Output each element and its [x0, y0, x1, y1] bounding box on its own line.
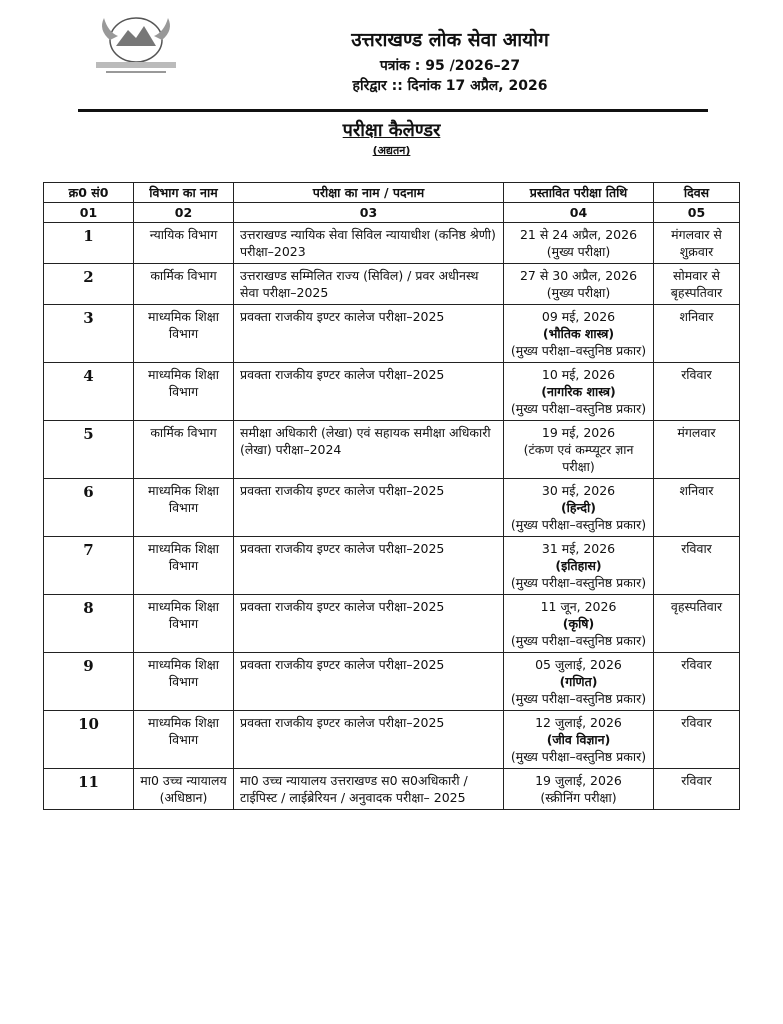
exam-name-cell: प्रवक्ता राजकीय इण्टर कालेज परीक्षा–2025 [234, 711, 504, 769]
department-cell: माध्यमिक शिक्षा विभाग [134, 537, 234, 595]
exam-type-note: (टंकण एवं कम्प्यूटर ज्ञान परीक्षा) [523, 442, 634, 474]
exam-date: 27 से 30 अप्रैल, 2026 [519, 268, 638, 283]
exam-name-cell: प्रवक्ता राजकीय इण्टर कालेज परीक्षा–2025 [234, 537, 504, 595]
table-row [44, 421, 740, 479]
exam-date: 12 जुलाई, 2026 [535, 715, 622, 730]
serial-number: 1 [44, 223, 134, 264]
department-cell: माध्यमिक शिक्षा विभाग [134, 711, 234, 769]
day-cell: रविवार [654, 711, 740, 769]
exam-name-cell: मा0 उच्च न्यायालय उत्तराखण्ड स0 स0अधिकारी / टाईपिस्ट / लाईब्रेरियन / अनुवादक परीक्षा– 2025 [234, 769, 504, 810]
col-number: 05 [654, 203, 740, 223]
table-header-row [44, 183, 740, 203]
exam-date-cell [504, 305, 654, 363]
table-row [44, 264, 740, 305]
col-header-date: प्रस्तावित परीक्षा तिथि [504, 183, 654, 203]
serial-number: 2 [44, 264, 134, 305]
serial-number: 5 [44, 421, 134, 479]
exam-date: 31 मई, 2026 [541, 541, 616, 556]
col-number: 04 [504, 203, 654, 223]
exam-date-cell [504, 421, 654, 479]
col-number: 03 [234, 203, 504, 223]
exam-calendar-table [43, 182, 740, 810]
exam-date-cell [504, 595, 654, 653]
exam-subject: (हिन्दी) [560, 500, 597, 515]
exam-subject: (नागरिक शास्त्र) [541, 384, 616, 399]
exam-date-cell [504, 363, 654, 421]
exam-subject: (कृषि) [562, 616, 595, 631]
col-header-day: दिवस [654, 183, 740, 203]
col-header-serial: क्र0 सं0 [44, 183, 134, 203]
department-cell: माध्यमिक शिक्षा विभाग [134, 653, 234, 711]
table-row [44, 305, 740, 363]
col-header-exam: परीक्षा का नाम / पदनाम [234, 183, 504, 203]
department-cell: कार्मिक विभाग [134, 421, 234, 479]
exam-date: 10 मई, 2026 [541, 367, 616, 382]
column-number-row [44, 203, 740, 223]
day-cell: शनिवार [654, 305, 740, 363]
exam-date: 30 मई, 2026 [541, 483, 616, 498]
exam-date: 09 मई, 2026 [541, 309, 616, 324]
serial-number: 11 [44, 769, 134, 810]
day-cell: शनिवार [654, 479, 740, 537]
table-row [44, 223, 740, 264]
serial-number: 9 [44, 653, 134, 711]
day-cell: मंगलवार [654, 421, 740, 479]
department-cell: माध्यमिक शिक्षा विभाग [134, 595, 234, 653]
table-row [44, 769, 740, 810]
table-row [44, 479, 740, 537]
table-row [44, 595, 740, 653]
day-cell: रविवार [654, 363, 740, 421]
commission-emblem-icon [86, 10, 186, 78]
table-row [44, 711, 740, 769]
serial-number: 7 [44, 537, 134, 595]
day-cell: वृहस्पतिवार [654, 595, 740, 653]
exam-type-note: (मुख्य परीक्षा–वस्तुनिष्ठ प्रकार) [510, 401, 647, 416]
organization-name: उत्तराखण्ड लोक सेवा आयोग [351, 29, 549, 51]
header-divider [78, 109, 708, 112]
exam-subject: (जीव विज्ञान) [546, 732, 611, 747]
exam-date-cell [504, 711, 654, 769]
exam-date-cell [504, 479, 654, 537]
exam-type-note: (मुख्य परीक्षा–वस्तुनिष्ठ प्रकार) [510, 749, 647, 764]
exam-date: 19 जुलाई, 2026 [535, 773, 622, 788]
reference-number: पत्रांक : 95 /2026–27 [379, 58, 521, 74]
exam-date-cell [504, 223, 654, 264]
exam-type-note: (मुख्य परीक्षा–वस्तुनिष्ठ प्रकार) [510, 343, 647, 358]
exam-date: 21 से 24 अप्रैल, 2026 [519, 227, 638, 242]
letterhead [0, 0, 783, 112]
exam-date: 19 मई, 2026 [541, 425, 616, 440]
day-cell: रविवार [654, 653, 740, 711]
exam-subject: (गणित) [559, 674, 598, 689]
department-cell: माध्यमिक शिक्षा विभाग [134, 363, 234, 421]
exam-date-cell [504, 653, 654, 711]
exam-date-cell [504, 769, 654, 810]
department-cell: माध्यमिक शिक्षा विभाग [134, 479, 234, 537]
department-cell: न्यायिक विभाग [134, 223, 234, 264]
day-cell: मंगलवार से शुक्रवार [654, 223, 740, 264]
exam-subject: (इतिहास) [555, 558, 602, 573]
serial-number: 6 [44, 479, 134, 537]
exam-date: 05 जुलाई, 2026 [535, 657, 622, 672]
department-cell: कार्मिक विभाग [134, 264, 234, 305]
table-row [44, 653, 740, 711]
table-row [44, 363, 740, 421]
col-number: 01 [44, 203, 134, 223]
department-cell: माध्यमिक शिक्षा विभाग [134, 305, 234, 363]
exam-subject: (भौतिक शास्त्र) [542, 326, 615, 341]
day-cell: रविवार [654, 537, 740, 595]
exam-name-cell: प्रवक्ता राजकीय इण्टर कालेज परीक्षा–2025 [234, 305, 504, 363]
exam-name-cell: उत्तराखण्ड सम्मिलित राज्य (सिविल) / प्रवर अधीनस्थ सेवा परीक्षा–2025 [234, 264, 504, 305]
serial-number: 4 [44, 363, 134, 421]
place-and-date: हरिद्वार :: दिनांक 17 अप्रैल, 2026 [352, 78, 548, 94]
day-cell: सोमवार से बृहस्पतिवार [654, 264, 740, 305]
exam-name-cell: प्रवक्ता राजकीय इण्टर कालेज परीक्षा–2025 [234, 363, 504, 421]
day-cell: रविवार [654, 769, 740, 810]
exam-type-note: (मुख्य परीक्षा–वस्तुनिष्ठ प्रकार) [510, 691, 647, 706]
serial-number: 8 [44, 595, 134, 653]
exam-type-note: (मुख्य परीक्षा–वस्तुनिष्ठ प्रकार) [510, 633, 647, 648]
document-subtitle: (अद्यतन) [372, 144, 411, 157]
col-number: 02 [134, 203, 234, 223]
exam-date: 11 जून, 2026 [540, 599, 617, 614]
exam-name-cell: उत्तराखण्ड न्यायिक सेवा सिविल न्यायाधीश (कनिष्ठ श्रेणी) परीक्षा–2023 [234, 223, 504, 264]
document-title: परीक्षा कैलेण्डर [342, 120, 441, 141]
exam-name-cell: प्रवक्ता राजकीय इण्टर कालेज परीक्षा–2025 [234, 595, 504, 653]
col-header-department: विभाग का नाम [134, 183, 234, 203]
exam-type-note: (मुख्य परीक्षा–वस्तुनिष्ठ प्रकार) [510, 517, 647, 532]
department-cell: मा0 उच्च न्यायालय (अधिष्ठान) [134, 769, 234, 810]
exam-type-note: (स्क्रीनिंग परीक्षा) [540, 790, 617, 805]
table-row [44, 537, 740, 595]
exam-type-note: (मुख्य परीक्षा–वस्तुनिष्ठ प्रकार) [510, 575, 647, 590]
exam-date-cell [504, 537, 654, 595]
exam-type-note: (मुख्य परीक्षा) [546, 285, 611, 300]
exam-date-cell [504, 264, 654, 305]
serial-number: 3 [44, 305, 134, 363]
exam-name-cell: प्रवक्ता राजकीय इण्टर कालेज परीक्षा–2025 [234, 653, 504, 711]
exam-name-cell: प्रवक्ता राजकीय इण्टर कालेज परीक्षा–2025 [234, 479, 504, 537]
serial-number: 10 [44, 711, 134, 769]
exam-type-note: (मुख्य परीक्षा) [546, 244, 611, 259]
exam-name-cell: समीक्षा अधिकारी (लेखा) एवं सहायक समीक्षा अधिकारी (लेखा) परीक्षा–2024 [234, 421, 504, 479]
